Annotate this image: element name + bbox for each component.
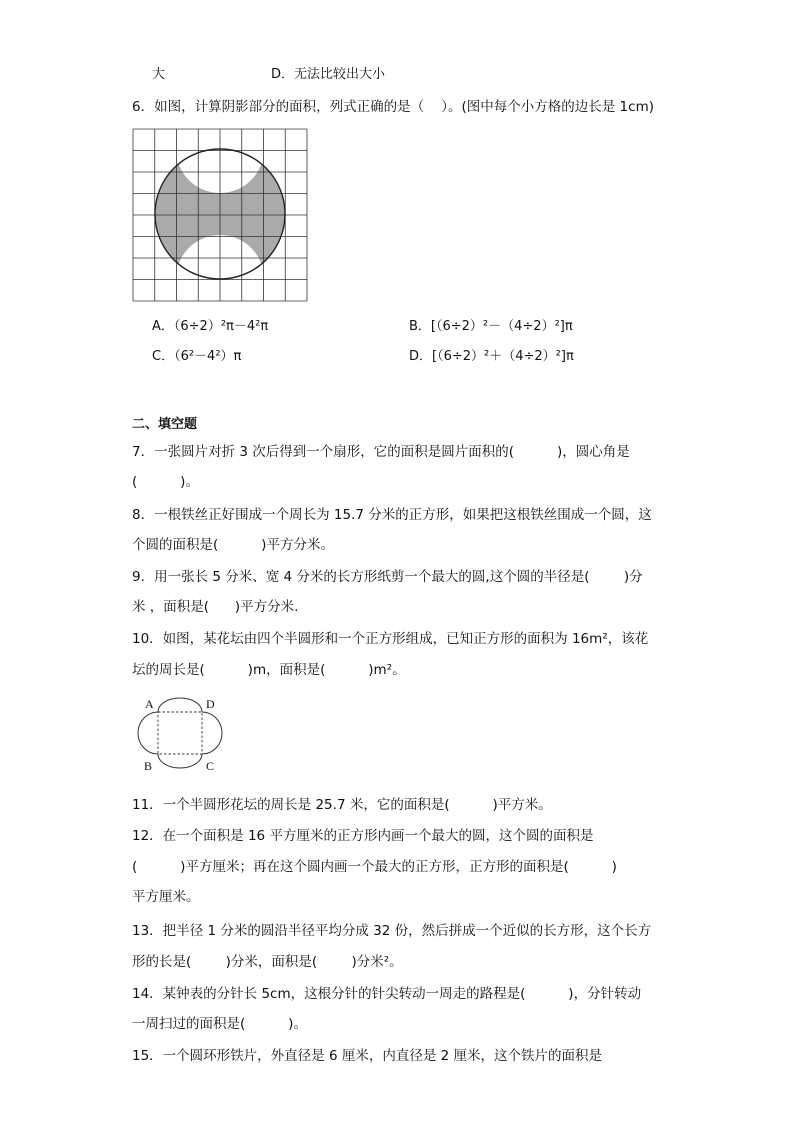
- prev-option-fragment: 大: [152, 67, 166, 82]
- q12-line1: 12．在一个面积是 16 平方厘米的正方形内画一个最大的圆，这个圆的面积是: [132, 828, 594, 844]
- q6-grid-figure: [132, 128, 308, 302]
- q8-line2: 个圆的面积是( )平方分米。: [132, 537, 334, 553]
- q8-line1: 8．一根铁丝正好围成一个周长为 15.7 分米的正方形，如果把这根铁丝围成一个圆，这: [132, 507, 652, 523]
- section-title: 二、填空题: [132, 417, 198, 432]
- q13-line1: 13．把半径 1 分米的圆沿半径平均分成 32 份，然后拼成一个近似的长方形，这个长方: [132, 923, 652, 939]
- q11-line: 11．一个半圆形花坛的周长是 25.7 米，它的面积是( )平方米。: [132, 797, 552, 813]
- prev-option-d: D．无法比较出大小: [271, 67, 386, 82]
- q6-option-c: C．（6²－4²）π: [152, 349, 242, 364]
- grid-lines: [133, 129, 307, 301]
- q12-line2: ( )平方厘米；再在这个圆内画一个最大的正方形，正方形的面积是( ): [132, 859, 617, 875]
- q13-line2: 形的长是( )分米，面积是( )分米²。: [132, 954, 403, 970]
- label-b: B: [144, 759, 153, 773]
- q10-flowerbed-figure: [134, 694, 230, 780]
- q6-stem: 6．如图，计算阴影部分的面积，列式正确的是（ ）。(图中每个小方格的边长是 1cm): [132, 99, 654, 115]
- q6-option-d: D．[（6÷2）²＋（4÷2）²]π: [409, 349, 574, 364]
- q10-line1: 10．如图，某花坛由四个半圆形和一个正方形组成，已知正方形的面积为 16m²，该花: [132, 631, 649, 647]
- q7-line2: ( )。: [132, 474, 199, 490]
- semicircle-right: [202, 712, 222, 754]
- q14-line2: 一周扫过的面积是( )。: [132, 1016, 307, 1032]
- q7-line1: 7．一张圆片对折 3 次后得到一个扇形，它的面积是圆片面积的( )，圆心角是: [132, 444, 630, 460]
- q14-line1: 14．某钟表的分针长 5cm，这根分针的针尖转动一周走的路程是( )，分针转动: [132, 986, 642, 1002]
- inner-square: [158, 712, 202, 754]
- label-d: D: [206, 697, 215, 711]
- q6-option-b: B．[（6÷2）²－（4÷2）²]π: [409, 319, 573, 334]
- q9-line1: 9．用一张长 5 分米、宽 4 分米的长方形纸剪一个最大的圆,这个圆的半径是( )分: [132, 569, 643, 585]
- label-c: C: [206, 759, 215, 773]
- q9-line2: 米 ，面积是( )平方分米.: [132, 599, 299, 615]
- semicircle-top: [158, 698, 202, 712]
- q12-line3: 平方厘米。: [132, 889, 200, 905]
- semicircle-bottom: [158, 754, 202, 768]
- label-a: A: [145, 697, 154, 711]
- semicircle-left: [138, 712, 158, 754]
- q15-line1: 15．一个圆环形铁片，外直径是 6 厘米，内直径是 2 厘米，这个铁片的面积是: [132, 1048, 603, 1064]
- q6-option-a: A．（6÷2）²π－4²π: [152, 319, 269, 334]
- q10-line2: 坛的周长是( )m，面积是( )m²。: [132, 662, 406, 678]
